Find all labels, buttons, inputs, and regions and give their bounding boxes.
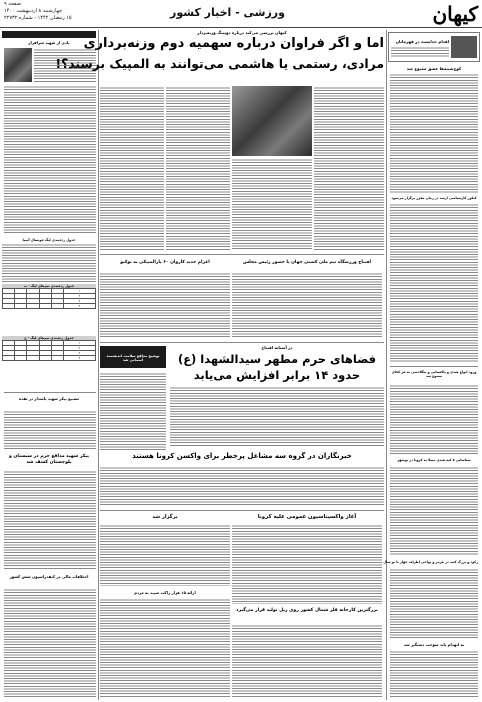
main-headline-1: اما و اگر فراوان درباره سهمیه دوم وزنه‌برداری bbox=[83, 36, 384, 51]
table-title: جدول رده‌بندی تیم‌های لیگ - ب bbox=[2, 284, 96, 288]
masthead bbox=[0, 0, 482, 28]
left-title-bar bbox=[2, 31, 96, 38]
standings-table-1 bbox=[2, 238, 96, 283]
charity-icon bbox=[451, 36, 477, 58]
standings-grid: ۱ ۲ ۳ ۴ bbox=[2, 340, 96, 361]
standings-table-2 bbox=[2, 284, 96, 309]
left-news-1: تشییع پیکر شهید پاسدار در نقده bbox=[18, 396, 80, 401]
bottom-headline-b: برگزار شد bbox=[152, 514, 178, 520]
left-news-3: اختلافات مالی در کنفدراسیون شش کشور bbox=[9, 574, 89, 579]
right-story-2: ورود انواع هندی و پاکستانی و بنگلادشی به هر کجای ممنوع شد bbox=[391, 370, 477, 378]
issue-line: ۱۵ رمضان ۱۴۴۲ - شماره ۲۲۷۳۲ bbox=[4, 15, 72, 21]
lower-sub-headline: خبرنگاران در گروه سه مشاغل پرخطر برای واکسن کرونا هستند bbox=[132, 452, 352, 460]
mid-headline-a: افتتاح ورزشگاه تیم ملی کشتی جهان با حضور رئیس مجلس bbox=[242, 260, 372, 265]
main-headline-2: مرادی، رستمی یا هاشمی می‌توانند به المپیک برسند؟! bbox=[55, 56, 384, 71]
lower-headline-1: فضاهای حرم مطهر سیدالشهدا (ع) bbox=[177, 352, 377, 366]
right-story-5: به انهدام باند سوخت دستگیر شد bbox=[403, 642, 465, 647]
page-number: صفحه ۹ bbox=[4, 1, 21, 7]
table-title: جدول رده‌بندی لیگ فوتسال آسیا bbox=[22, 238, 76, 242]
right-story-1: کنکور کارشناسی ارشد در زمان مقرر برگزار می‌شود bbox=[391, 196, 477, 200]
right-feature-title: اقدام خداپسند در قهرمانان bbox=[395, 39, 449, 44]
boxed-headline: توضیح مدافع سلامت اندیشمند آسمانی شد bbox=[100, 346, 166, 368]
standings-table-3 bbox=[2, 336, 96, 361]
table-title: جدول رده‌بندی تیم‌های لیگ - ج bbox=[2, 336, 96, 340]
lower-headline-2: حدود ۱۴ برابر افزایش می‌یابد bbox=[193, 368, 361, 382]
mid-headline-b: اعزام جدید کاروان ۶۰ پارالمپیکی به توکیو bbox=[120, 260, 210, 265]
lower-kicker: در آستانه افتتاح bbox=[261, 345, 293, 350]
right-story-3: شناسایی ۵ کیه هندی مبتلا به کرونا در بوشهر bbox=[397, 458, 471, 462]
newspaper-logo: کیهان bbox=[432, 2, 478, 26]
right-column-feature bbox=[388, 32, 480, 62]
main-kicker: کیهان بررسی می‌کند درباره دوپینگ وزنه‌بردار bbox=[197, 30, 287, 35]
left-column-title: یادی از شهید سرافراز bbox=[28, 40, 70, 45]
bottom-headline-c: بزرگترین کارخانه فلز شمال کشور روی ریل تولید قرار می‌گیرد bbox=[236, 608, 378, 613]
martyr-portrait bbox=[4, 48, 32, 82]
bottom-headline-d: ارائه ۱۵ هزار راکت سپید به مردم bbox=[134, 590, 196, 595]
right-story-4: رکود و بزرگ کنند در هرمز و نواحی اطراف چهار تا نو سال bbox=[383, 560, 478, 564]
left-news-2: پیکر شهید مدافع حرم در سیستان و بلوچستان کشف شد bbox=[8, 454, 89, 465]
date-line: چهارشنبه ۸ اردیبهشت ۱۴۰۰ bbox=[4, 8, 63, 14]
section-title: ورزشی - اخبار کشور bbox=[170, 6, 285, 19]
standings-grid: ۱ ۲ ۳ ۴ bbox=[2, 288, 96, 309]
bottom-headline-a: آغاز واکسیناسیون عمومی علیه کرونا bbox=[257, 514, 357, 520]
right-subtitle: کوچ‌شنبه‌ها عشق ممنوع شد bbox=[406, 66, 462, 71]
weightlifting-photo bbox=[232, 86, 312, 156]
